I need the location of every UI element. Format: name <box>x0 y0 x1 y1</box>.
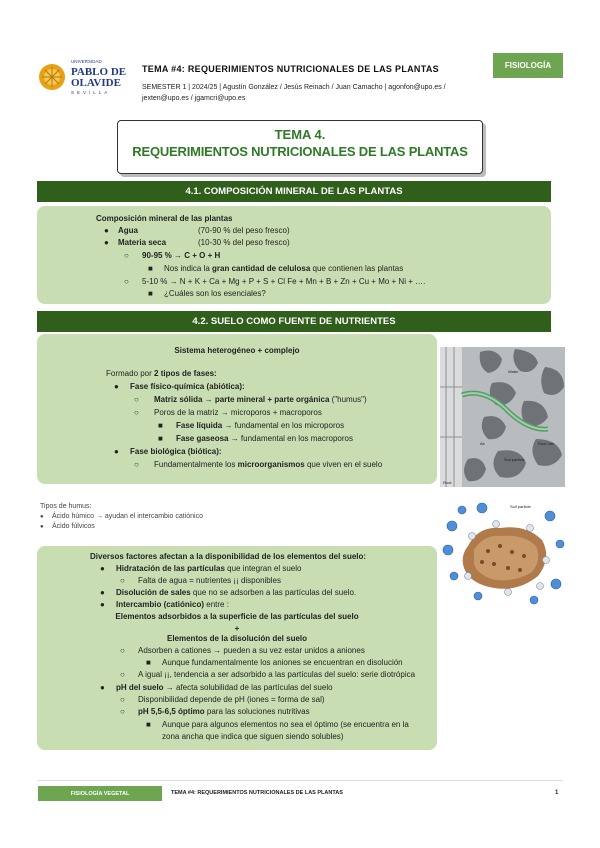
soil-pore-figure <box>440 347 565 487</box>
footer-divider <box>38 780 563 781</box>
soil-ph-line: pH del suelo → afecta solubilidad de las partículas del suelo <box>116 683 333 692</box>
biotic-phase: Fase biológica (biótica): <box>130 447 222 456</box>
footer-title: TEMA #4: REQUERIMIENTOS NUTRICIONALES DE LAS PLANTAS <box>171 790 343 796</box>
figure-label-water: Water <box>508 369 519 374</box>
humus-item-humic: Ácido húmico → ayudan el intercambio catiónico <box>52 513 203 520</box>
plus-sign: + <box>234 624 240 633</box>
bullet-circle: ○ <box>124 251 129 260</box>
microorganisms-line: Fundamentalmente los microorganismos que viven en el suelo <box>154 460 383 469</box>
water-shortage-line: Falta de agua = nutrientes ¡¡ disponibles <box>138 576 281 585</box>
bullet-dot: ● <box>40 514 44 520</box>
humus-item-fulvic: Ácido fúlvicos <box>52 523 95 530</box>
bullet-circle: ○ <box>134 408 139 417</box>
section-heading-4-1: 4.1. COMPOSICIÓN MINERAL DE LAS PLANTAS <box>37 181 551 202</box>
topic-title-box <box>117 120 483 174</box>
logo-text-4: SEVILLA <box>71 90 111 95</box>
bullet-square: ■ <box>146 720 151 729</box>
lyotropic-line: A igual ¡¡, tendencia a ser adsorbido a las partículas del suelo: serie diotrópica <box>138 670 416 679</box>
pct-90: 90-95 % → C + O + H <box>142 251 221 260</box>
solid-matrix: Matriz sólida → parte mineral + parte orgánica ("humus") <box>154 395 367 404</box>
bullet-circle: ○ <box>124 277 129 286</box>
phases-intro: Formado por 2 tipos de fases: <box>106 369 217 378</box>
logo-text-3: OLAVIDE <box>71 77 121 89</box>
factors-intro: Diversos factores afectan a la disponibilidad de los elementos del suelo: <box>90 552 367 561</box>
pct-5: 5-10 % → N + K + Ca + Mg + P + S + Cl Fe + Mn + B + Zn + Cu + Mo + Ni + …. <box>142 277 426 286</box>
gas-phase: Fase gaseosa → fundamental en los macroporos <box>176 434 353 443</box>
bullet-square: ■ <box>146 658 151 667</box>
dry-matter-value: (10-30 % del peso fresco) <box>198 238 290 247</box>
adsorb-cations-line: Adsorben a cationes → pueden a su vez estar unidos a aniones <box>138 646 365 655</box>
figure-label-root-hair: Root hair <box>538 441 555 446</box>
bullet-circle: ○ <box>134 460 139 469</box>
matrix-pores: Poros de la matriz → microporos + macroporos <box>154 408 322 417</box>
bullet-circle: ○ <box>120 646 125 655</box>
system-line: Sistema heterogéneo + complejo <box>174 346 300 355</box>
optimal-ph-line: pH 5,5-6,5 óptimo para las soluciones nutritivas <box>138 707 310 716</box>
university-logo <box>38 55 136 97</box>
bullet-circle: ○ <box>120 695 125 704</box>
anions-line: Aunque fundamentalmente los aniones se encuentran en disolución <box>162 658 403 667</box>
bullet-square: ■ <box>158 421 163 430</box>
cation-exchange-figure <box>438 496 568 610</box>
water-value: (70-90 % del peso fresco) <box>198 226 290 235</box>
water-label: Agua <box>118 226 138 235</box>
bullet-square: ■ <box>158 434 163 443</box>
dry-matter-label: Materia seca <box>118 238 167 247</box>
bullet-dot: ● <box>100 564 105 573</box>
bullet-dot: ● <box>114 382 119 391</box>
adsorbed-elements: Elementos adsorbidos a la superficie de las partículas del suelo <box>115 612 359 621</box>
bullet-circle: ○ <box>120 707 125 716</box>
topic-number: TEMA 4. <box>274 127 326 142</box>
exchange-line: Intercambio (catiónico) entre : <box>116 600 229 609</box>
logo-text-1: UNIVERSIDAD <box>71 59 102 64</box>
bullet-square: ■ <box>148 289 153 298</box>
figure-label-particle: Soil particle <box>510 504 531 509</box>
hydration-line: Hidratación de las partículas que integran el suelo <box>116 564 302 573</box>
liquid-phase: Fase líquida → fundamental en los microporos <box>176 421 345 430</box>
logo-text-2: PABLO DE <box>71 66 127 78</box>
figure-label-soil-particle: Soil particle <box>504 457 525 462</box>
page-number: 1 <box>555 790 559 796</box>
composition-subtitle: Composición mineral de las plantas <box>96 214 233 223</box>
dissolved-elements: Elementos de la disolución del suelo <box>166 634 308 643</box>
bullet-circle: ○ <box>120 576 125 585</box>
header-meta: SEMESTER 1 | 2024/25 | Agustín González / Jesús Reinach / Juan Camacho | agonfon@upo.es / jexten@upo.es / jgamcri@upo.es <box>142 84 446 102</box>
bullet-dot: ● <box>100 600 105 609</box>
salts-line: Disolución de sales que no se adsorben a las partículas del suelo. <box>116 588 357 597</box>
bullet-dot: ● <box>114 447 119 456</box>
optimal-exception-line: Aunque para algunos elementos no sea el óptimo (se encuentra en la <box>162 720 409 729</box>
essentials-question: ¿Cuáles son los esenciales? <box>164 289 266 298</box>
bullet-square: ■ <box>148 264 153 273</box>
cellulose-line: Nos indica la gran cantidad de celulosa que contienen las plantas <box>164 264 404 273</box>
footer-subject: FISIOLOGÍA VEGETAL <box>38 786 162 801</box>
topic-title: REQUERIMIENTOS NUTRICIONALES DE LAS PLANTAS <box>132 144 468 159</box>
bullet-circle: ○ <box>134 395 139 404</box>
figure-label-air: Air <box>480 441 485 446</box>
header-title: TEMA #4: REQUERIMIENTOS NUTRICIONALES DE LAS PLANTAS <box>142 64 439 74</box>
bullet-circle: ○ <box>120 670 125 679</box>
bullet-dot: ● <box>100 683 105 692</box>
figure-label-root: Root <box>443 480 452 485</box>
bullet-dot: ● <box>100 588 105 597</box>
bullet-dot: ● <box>40 524 44 530</box>
bullet-dot: ● <box>104 226 109 235</box>
optimal-exception-line-2: zona ancha que indica que siguen siendo solubles) <box>162 732 344 741</box>
availability-line: Disponibilidad depende de pH (iones = forma de sal) <box>138 695 325 704</box>
humus-title: Tipos de humus: <box>40 503 92 510</box>
abiotic-phase: Fase físico-química (abiótica): <box>130 382 245 391</box>
section-heading-4-2: 4.2. SUELO COMO FUENTE DE NUTRIENTES <box>37 311 551 332</box>
subject-tag: FISIOLOGÍA <box>493 53 563 78</box>
bullet-dot: ● <box>104 238 109 247</box>
